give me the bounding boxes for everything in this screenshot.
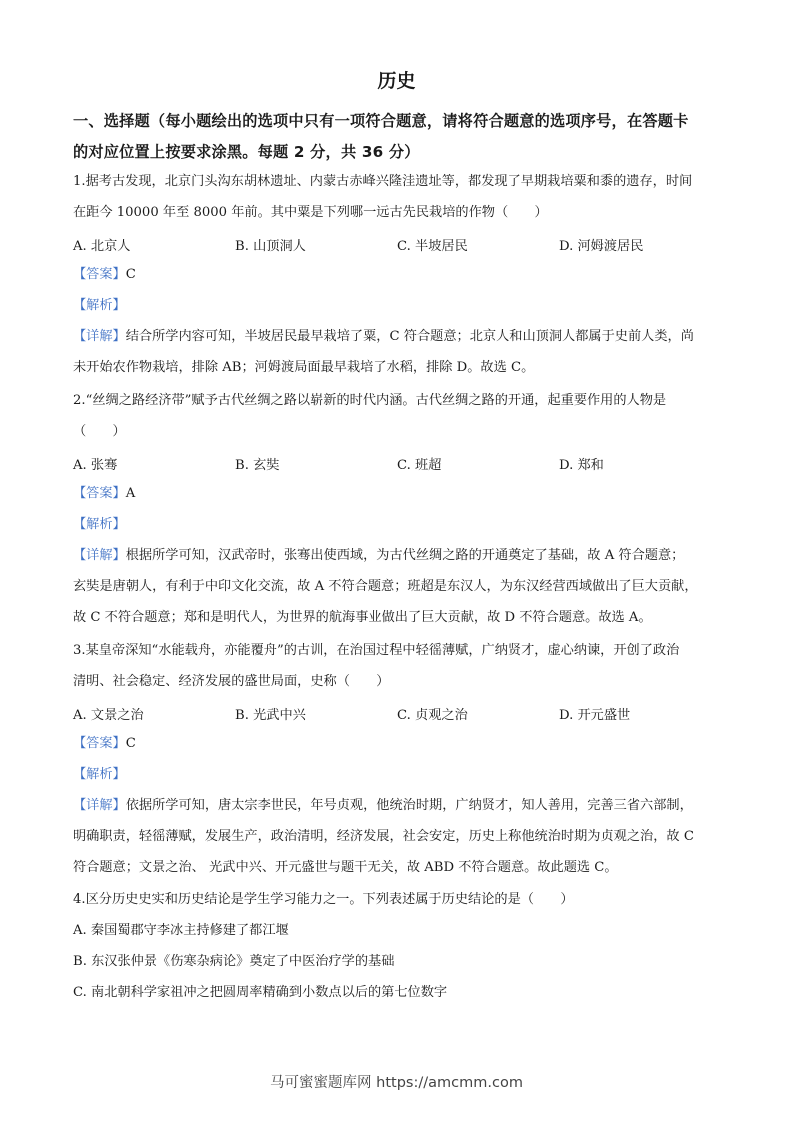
q1-answer-tag: 【答案】 (73, 267, 126, 282)
q2-detail-line-2: 玄奘是唐朝人，有利于中印文化交流，故 A 不符合题意；班超是东汉人，为东汉经营西域做出了巨大贡献， (73, 579, 698, 594)
q2-analysis-tag: 【解析】 (73, 517, 126, 532)
q1-option-b: B. 山顶洞人 (235, 239, 306, 254)
q1-detail-line-2: 未开始农作物栽培，排除 AB；河姆渡局面最早栽培了水稻，排除 D。故选 C。 (73, 360, 535, 375)
q2-option-b: B. 玄奘 (235, 458, 280, 473)
q3-stem-line-2: 清明、社会稳定、经济发展的盛世局面，史称（ ） (73, 674, 390, 689)
section-heading-line-1: 一、选择题（每小题绘出的选项中只有一项符合题意，请将符合题意的选项序号，在答题卡 (73, 112, 689, 130)
q3-analysis (73, 766, 725, 784)
q3-option-b: B. 光武中兴 (235, 708, 306, 723)
q2-answer-value: A (125, 486, 136, 501)
q3-detail-line-1 (73, 797, 725, 815)
q1-option-d: D. 河姆渡居民 (559, 239, 644, 254)
q1-answer-value: C (125, 267, 136, 282)
q4-stem-line-1: 4.区分历史史实和历史结论是学生学习能力之一。下列表述属于历史结论的是（ ） (73, 892, 574, 907)
section-heading-line-2: 的对应位置上按要求涂黑。每题 2 分，共 36 分） (73, 143, 420, 161)
q2-detail-text-1: 根据所学可知，汉武帝时，张骞出使西域，为古代丝绸之路的开通奠定了基础，故 A 符合题意； (125, 548, 685, 563)
q3-detail-text-1: 依据所学可知，唐太宗李世民，年号贞观，他统治时期，广纳贤才，知人善用，完善三省六部制， (125, 798, 693, 813)
q2-detail-tag: 【详解】 (73, 548, 126, 563)
q3-option-a: A. 文景之治 (73, 708, 144, 723)
q3-option-c: C. 贞观之治 (397, 708, 468, 723)
q2-answer (73, 485, 725, 503)
section-heading (73, 106, 725, 168)
q4-option-a: A. 秦国蜀郡守李冰主持修建了都江堰 (73, 923, 289, 938)
q1-stem-line-2: 在距今 10000 年至 8000 年前。其中粟是下列哪一远古先民栽培的作物（ ） (73, 205, 548, 220)
q3-options (73, 704, 725, 722)
q3-option-d: D. 开元盛世 (559, 708, 631, 723)
q2-stem-line-2: （ ） (73, 424, 126, 439)
q1-answer (73, 266, 725, 284)
q2-answer-tag: 【答案】 (73, 486, 126, 501)
q3-detail-tag: 【详解】 (73, 798, 126, 813)
q3-detail-line-3: 符合题意；文景之治、 光武中兴、开元盛世与题干无关，故 ABD 不符合题意。故此题选 C。 (73, 860, 618, 875)
q1-detail-text-1: 结合所学内容可知，半坡居民最早栽培了粟，C 符合题意；北京人和山顶洞人都属于史前人类，尚 (125, 329, 694, 344)
q1-analysis (73, 297, 725, 315)
q2-option-a: A. 张骞 (73, 458, 118, 473)
q2-option-d: D. 郑和 (559, 458, 604, 473)
q1-option-c: C. 半坡居民 (397, 239, 468, 254)
q2-analysis (73, 516, 725, 534)
q3-detail-line-2: 明确职责，轻徭薄赋，发展生产，政治清明，经济发展，社会安定，历史上称他统治时期为贞观之治，故 C (73, 829, 694, 844)
q1-detail-line-1 (73, 328, 725, 346)
q1-analysis-tag: 【解析】 (73, 298, 126, 313)
q1-options (73, 235, 725, 253)
q4-option-c: C. 南北朝科学家祖冲之把圆周率精确到小数点以后的第七位数字 (73, 985, 448, 1000)
q3-answer-tag: 【答案】 (73, 736, 126, 751)
q4-option-b: B. 东汉张仲景《伤寒杂病论》奠定了中医治疗学的基础 (73, 954, 395, 969)
q3-stem-line-1: 3.某皇帝深知“水能载舟，亦能覆舟”的古训，在治国过程中轻徭薄赋，广纳贤才，虚心纳谏，开创了政治 (73, 643, 680, 658)
q3-answer (73, 735, 725, 753)
q1-detail-tag: 【详解】 (73, 329, 126, 344)
q2-option-c: C. 班超 (397, 458, 442, 473)
footer-watermark: 马可蜜蜜题库网 https://amcmm.com (270, 1075, 523, 1091)
page-title: 历史 (377, 70, 416, 92)
q1-stem-line-1: 1.据考古发现，北京门头沟东胡林遗址、内蒙古赤峰兴隆洼遗址等，都发现了早期栽培粟和黍的遗存，时间 (73, 174, 693, 189)
q2-detail-line-3: 故 C 不符合题意；郑和是明代人，为世界的航海事业做出了巨大贡献，故 D 不符合题意。故选 A。 (73, 610, 652, 625)
q1-option-a: A. 北京人 (73, 239, 131, 254)
q2-detail-line-1 (73, 547, 725, 565)
q3-answer-value: C (125, 736, 136, 751)
q2-stem-line-1: 2.“丝绸之路经济带”赋予古代丝绸之路以崭新的时代内涵。古代丝绸之路的开通，起重要作用的人物是 (73, 393, 667, 408)
q2-options (73, 454, 725, 472)
q3-analysis-tag: 【解析】 (73, 767, 126, 782)
